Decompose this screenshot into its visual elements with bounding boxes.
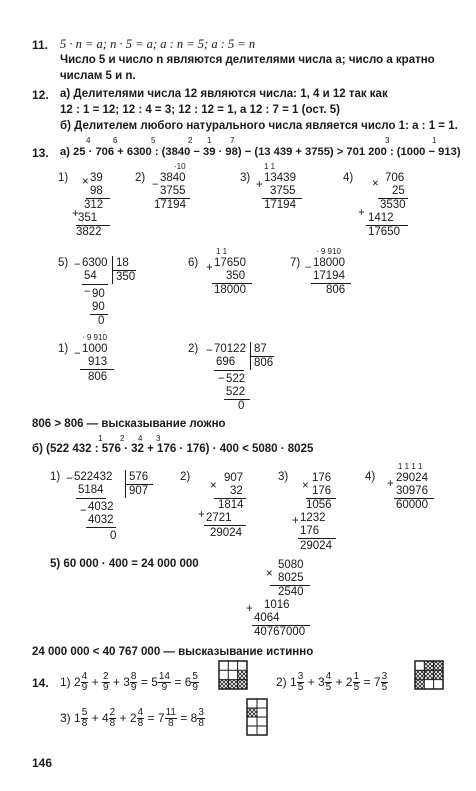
order-mark: 4 (138, 434, 143, 443)
division-remainder: 0 (98, 315, 105, 327)
calc-result: 806 (326, 284, 346, 296)
calc-row: 1056 (306, 499, 332, 511)
calc-row: 1232 (300, 512, 326, 524)
division-step: 696 (216, 356, 236, 368)
calc-row: 2721 (206, 512, 232, 524)
operator: − (74, 348, 81, 360)
calc-row: 32 (230, 485, 243, 497)
calc-row: 17194 (313, 270, 345, 282)
division-dividend: 522432 (74, 471, 113, 483)
calc-label: 2) (180, 471, 191, 483)
order-mark: 3 (156, 434, 161, 443)
calc-result: 806 (88, 371, 108, 383)
conclusion-a: 806 > 806 — высказывание ложно (32, 418, 226, 430)
calc-row: 1412 (368, 212, 394, 224)
calc-row: 3530 (380, 199, 406, 211)
operator: + (246, 603, 253, 615)
operator: + (387, 478, 394, 490)
division-step: 90 (92, 288, 105, 300)
calc-row: 913 (88, 356, 108, 368)
problem-11-line1: 5 · n = a; n · 5 = a; a : n = 5; a : 5 = n (60, 37, 256, 51)
problem-13b-expression: б) (522 432 : 576 · 32 + 176 · 176) · 400 < 5080 · 8025 (32, 443, 314, 455)
mixed-sum-2: 2) 1 $\frac{3}{5}$ + 3 $\frac{4}{5}$ + 2 $\frac{1}{5}$ = 7 $\frac{3}{5}$ (276, 671, 388, 694)
calc-result: 17194 (154, 199, 186, 211)
order-mark: 4 (86, 136, 91, 145)
calc-row: 3755 (160, 185, 186, 197)
order-mark: 1 (98, 434, 103, 443)
conclusion-b: 24 000 000 < 40 767 000 — высказывание истинно (32, 646, 314, 658)
calc-row: 350 (226, 270, 246, 282)
carry-mark: · 9 910 (316, 247, 341, 256)
division-divisor: 576 (129, 471, 149, 483)
division-quotient: 907 (129, 485, 149, 497)
division-step: 4032 (88, 501, 114, 513)
calc-row: 312 (84, 199, 104, 211)
operator: + (206, 262, 213, 274)
problem-13a-expression: а) 25 · 706 + 6300 : (3840 − 39 · 98) − (13 439 + 3755) > 701 200 : (1000 − 913) (60, 146, 461, 158)
calc-row: 2540 (278, 586, 304, 598)
calc-label: 1) (58, 343, 69, 355)
calc-row: 5080 (278, 559, 304, 571)
calc-row: 176 (300, 525, 320, 537)
calc-result: 17650 (368, 226, 400, 238)
division-remainder: 0 (238, 400, 245, 412)
grid-3x3-icon (414, 660, 444, 690)
calc-row: 30976 (396, 485, 428, 497)
calc-label: 5) (58, 257, 69, 269)
operator: + (198, 509, 205, 521)
page-number: 146 (32, 756, 53, 770)
operator: + (292, 515, 299, 527)
problem-11-number: 11. (32, 38, 49, 52)
calc-label: 1) (58, 172, 69, 184)
calc-label: 1) (50, 471, 61, 483)
problem-14-number: 14. (32, 676, 49, 690)
division-divisor: 87 (254, 343, 267, 355)
division-step: 4032 (88, 514, 114, 526)
calc-label: 3) (278, 471, 289, 483)
division-quotient: 806 (254, 357, 274, 369)
operator: × (372, 178, 379, 190)
operator: + (72, 208, 79, 220)
calc-row: 176 (312, 485, 332, 497)
division-step: 522 (226, 373, 246, 385)
calc-row: 8025 (278, 572, 304, 584)
calc-label: 2) (135, 172, 146, 184)
calc-result: 18000 (214, 284, 246, 296)
calc-row: 18000 (313, 257, 345, 269)
calc-label: 6) (188, 257, 199, 269)
calc-row: 1814 (218, 499, 244, 511)
calc-row: 98 (90, 185, 103, 197)
calc-row: 29024 (396, 472, 428, 484)
calc-row: 39 (90, 172, 103, 184)
operator: × (82, 176, 89, 188)
problem-11-line3: числам 5 и n. (60, 70, 136, 82)
problem-12-line2: 12 : 1 = 12; 12 : 4 = 3; 12 : 12 = 1, а 12 : 7 = 1 (ост. 5) (60, 104, 340, 116)
calc-label: 4) (343, 172, 354, 184)
calc-result: 40767000 (254, 626, 306, 638)
calc-row: 907 (224, 472, 244, 484)
calc-row: 351 (78, 212, 98, 224)
calc-label: 4) (365, 471, 376, 483)
division-step: 522 (226, 386, 246, 398)
problem-13-number: 13. (32, 146, 49, 160)
order-mark: 5 (151, 136, 156, 145)
calc-result: 17194 (264, 199, 296, 211)
operator: + (256, 179, 263, 191)
calc-result: 3822 (76, 226, 102, 238)
calc-label: 3) (240, 172, 251, 184)
grid-3x3-icon (218, 660, 248, 690)
order-mark: 3 (385, 136, 390, 145)
problem-12-line3: б) Делителем любого натурального числа является число 1: a : 1 = 1. (60, 120, 458, 132)
calc-step-5: 5) 60 000 · 400 = 24 000 000 (50, 558, 199, 570)
calc-label: 7) (290, 257, 301, 269)
carry-mark: ·10 (174, 162, 186, 171)
calc-row: 3840 (160, 172, 186, 184)
calc-row: 13439 (264, 172, 296, 184)
division-step: 5184 (78, 484, 104, 496)
operator: − (305, 262, 312, 274)
order-mark: 2 (188, 136, 193, 145)
grid-2x4-icon (246, 698, 268, 736)
division-dividend: 70122 (214, 343, 246, 355)
order-mark: 2 (120, 434, 125, 443)
operator: + (358, 207, 365, 219)
carry-mark: 1 1 1 1 (398, 462, 423, 471)
calc-row: 3755 (270, 185, 296, 197)
calc-row: 1016 (264, 599, 290, 611)
calc-row: 706 (385, 172, 405, 184)
operator: × (302, 480, 309, 492)
mixed-sum-3: 3) 1 $\frac{5}{8}$ + 4 $\frac{2}{8}$ + 2 $\frac{4}{8}$ = 7 $\frac{11}{8}$ = 8 $\frac{3}{8}$ (60, 707, 204, 730)
operator: × (266, 568, 273, 580)
order-mark: 6 (113, 136, 118, 145)
division-remainder: 0 (110, 530, 117, 542)
operator: − (152, 179, 159, 191)
calc-row: 25 (392, 185, 405, 197)
carry-mark: 1 1 (264, 162, 276, 171)
problem-12-number: 12. (32, 88, 49, 102)
operator: × (210, 480, 217, 492)
carry-mark: · 9 910 (82, 333, 107, 342)
mixed-sum-1: 1) 2 $\frac{4}{9}$ + $\frac{2}{9}$ + 3 $\frac{8}{9}$ = 5 $\frac{14}{9}$ = 6 $\frac{5}{9}$ (60, 671, 198, 694)
calc-result: 29024 (210, 527, 242, 539)
calc-label: 2) (188, 343, 199, 355)
calc-row: 1000 (82, 343, 108, 355)
order-mark: 1 (207, 136, 212, 145)
division-dividend: 6300 (82, 257, 108, 269)
calc-row: 176 (312, 472, 332, 484)
division-step: 90 (92, 301, 105, 313)
division-quotient: 350 (116, 271, 136, 283)
calc-result: 29024 (300, 540, 332, 552)
carry-mark: 1 1 (216, 247, 228, 256)
calc-row: 17650 (214, 257, 246, 269)
calc-row: 4064 (254, 612, 280, 624)
problem-11-line2: Число 5 и число n являются делителями числа a; число a кратно (60, 54, 435, 66)
order-mark: 1 (432, 136, 437, 145)
division-step: 54 (84, 270, 97, 282)
order-mark: 7 (230, 136, 235, 145)
division-divisor: 18 (116, 257, 129, 269)
calc-result: 60000 (396, 499, 428, 511)
problem-12-line1: а) Делителями числа 12 являются числа: 1, 4 и 12 так как (60, 88, 388, 100)
